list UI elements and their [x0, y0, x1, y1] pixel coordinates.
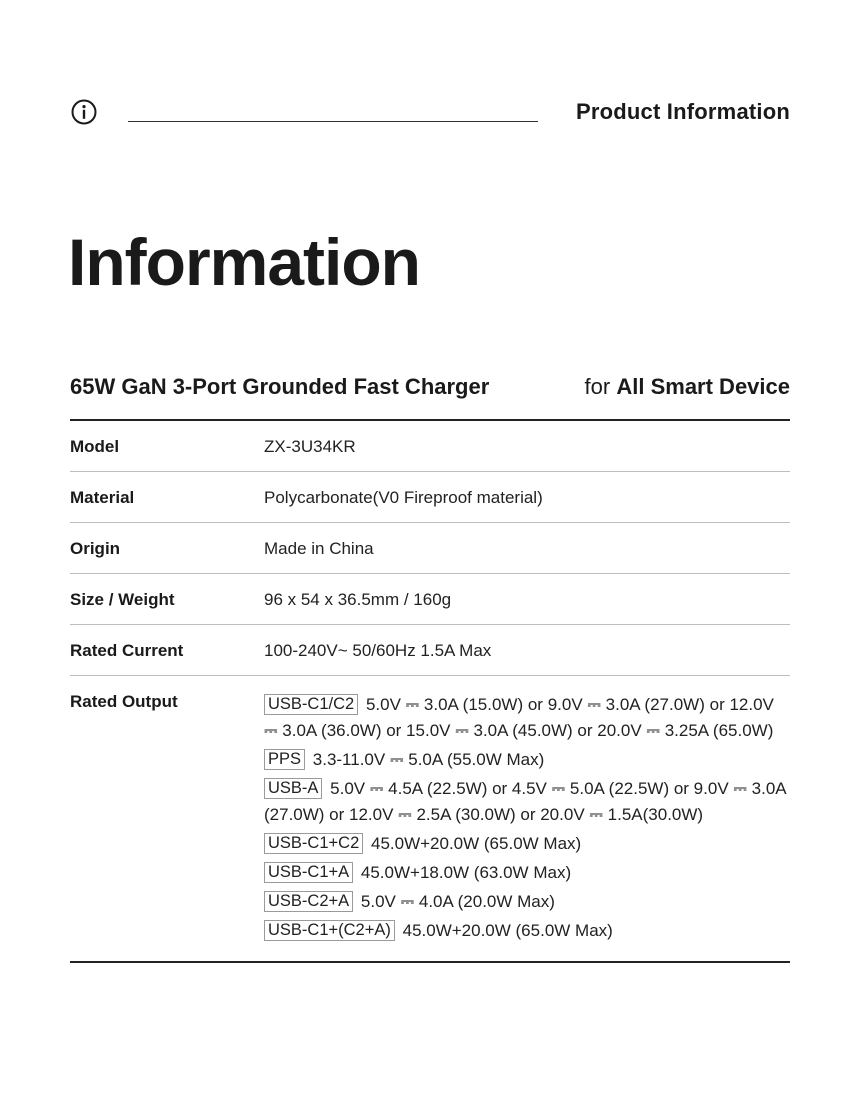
spec-value: 100-240V~ 50/60Hz 1.5A Max — [264, 641, 492, 660]
spec-table — [70, 419, 790, 963]
port-tag: USB-A — [264, 778, 322, 799]
spec-value: ZX-3U34KR — [264, 437, 356, 456]
spec-row-origin — [70, 523, 790, 574]
port-tag: PPS — [264, 749, 305, 770]
output-item — [264, 747, 790, 773]
output-item — [264, 889, 790, 915]
header-title: Product Information — [575, 99, 790, 124]
header-divider — [128, 121, 538, 122]
spec-row-rated-output — [70, 676, 790, 963]
output-text: 3.3-11.0V ⎓ 5.0A (55.0W Max) — [312, 750, 545, 769]
output-item — [264, 860, 790, 886]
spec-row-model — [70, 421, 790, 472]
spec-value: 96 x 54 x 36.5mm / 160g — [264, 590, 452, 609]
port-tag: USB-C1+A — [264, 862, 353, 883]
output-text: 5.0V ⎓ 4.0A (20.0W Max) — [360, 892, 555, 911]
spec-label: Origin — [70, 539, 121, 558]
output-text: 5.0V ⎓ 4.5A (22.5W) or 4.5V ⎓ 5.0A (22.5W) or 9.0V ⎓ 3.0A (27.0W) or 12.0V ⎓ 2.5A (30.0W) or 20.0V ⎓ 1.5A(30.0W) — [264, 779, 786, 824]
spec-row-rated-current — [70, 625, 790, 676]
spec-label: Size / Weight — [70, 590, 175, 609]
product-heading — [70, 374, 790, 404]
output-item — [264, 776, 790, 828]
spec-row-material — [70, 472, 790, 523]
port-tag: USB-C1+(C2+A) — [264, 920, 395, 941]
port-tag: USB-C1/C2 — [264, 694, 358, 715]
port-tag: USB-C1+C2 — [264, 833, 363, 854]
spec-label: Model — [70, 437, 120, 456]
spec-value: Made in China — [264, 539, 374, 558]
spec-label: Rated Output — [70, 692, 178, 711]
spec-label: Material — [70, 488, 135, 507]
product-target — [585, 374, 790, 400]
output-text: 45.0W+20.0W (65.0W Max) — [402, 921, 613, 940]
page-title: Information — [68, 225, 420, 299]
spec-label: Rated Current — [70, 641, 184, 660]
page-header — [70, 98, 790, 130]
port-tag: USB-C2+A — [264, 891, 353, 912]
spec-value: Polycarbonate(V0 Fireproof material) — [264, 488, 543, 507]
product-for-target: All Smart Device — [616, 374, 790, 399]
product-name: 65W GaN 3-Port Grounded Fast Charger — [70, 374, 490, 399]
output-item — [264, 692, 790, 744]
info-icon — [70, 98, 98, 126]
spec-row-size-weight — [70, 574, 790, 625]
product-for-prefix: for — [584, 374, 611, 399]
output-item — [264, 918, 790, 944]
rated-output-list — [264, 676, 790, 947]
output-text: 45.0W+20.0W (65.0W Max) — [370, 834, 582, 853]
output-text: 45.0W+18.0W (63.0W Max) — [360, 863, 572, 882]
output-text: 5.0V ⎓ 3.0A (15.0W) or 9.0V ⎓ 3.0A (27.0W) or 12.0V ⎓ 3.0A (36.0W) or 15.0V ⎓ 3.0A (45.0W) or 20.0V ⎓ 3.25A (65.0W) — [264, 695, 774, 740]
output-item — [264, 831, 790, 857]
